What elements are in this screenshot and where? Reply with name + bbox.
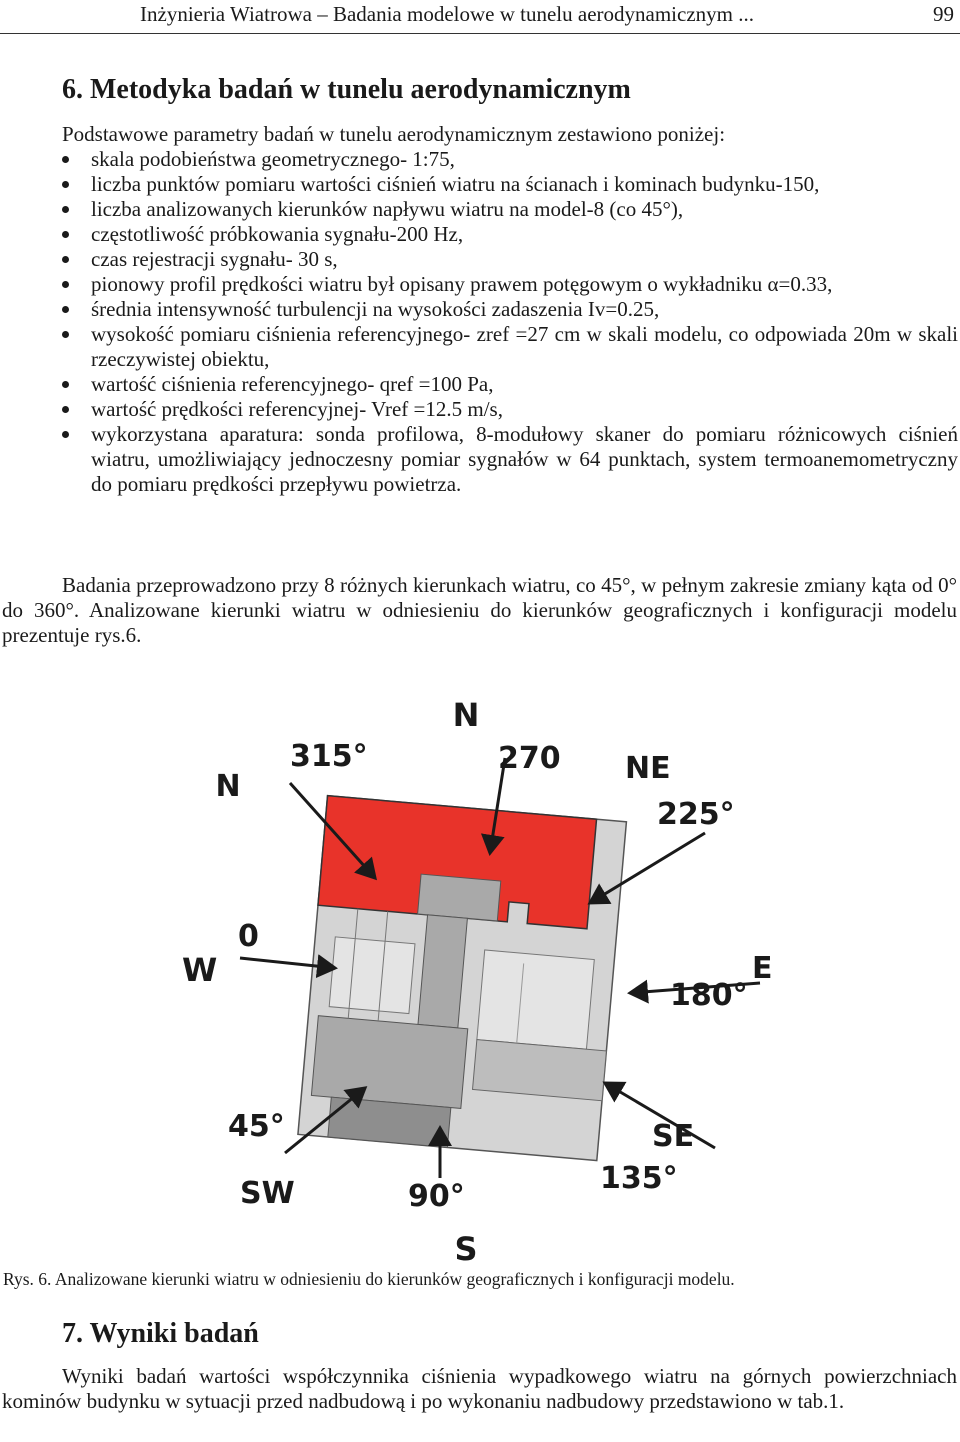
section-heading: 6. Metodyka badań w tunelu aerodynamicznym [62,74,631,105]
bullet-icon [62,306,69,313]
label-n: N [452,696,480,734]
angle-45: 45° [228,1109,285,1144]
list-item: skala podobieństwa geometrycznego- 1:75, [0,147,958,172]
list-item: średnia intensywność turbulencji na wysokości zadaszenia Iv=0.25, [0,297,958,322]
list-item: częstotliwość próbkowania sygnału-200 Hz, [0,222,958,247]
wind-direction-figure [160,688,800,1268]
list-item: wartość prędkości referencyjnej- Vref =12.5 m/s, [0,397,958,422]
label-s: S [454,1230,478,1268]
running-header [0,0,960,34]
list-item: wykorzystana aparatura: sonda profilowa, 8-modułowy skaner do pomiaru różnicowych ciśnień wiatru, umożliwiający jednoczesny pomiar sygnałów w 64 punktach, system termoanemometryczny do pomiaru prędkości przepływu powietrza. [0,422,958,497]
annex [473,1040,607,1101]
intro-text: Podstawowe parametry badań w tunelu aerodynamicznym zestawiono poniżej: [62,122,726,146]
label-se: SE [652,1119,695,1154]
label-ne: NE [625,751,671,786]
angle-90: 90° [408,1179,465,1214]
south-wing [311,1016,467,1109]
list-item: liczba analizowanych kierunków napływu wiatru na model-8 (co 45°), [0,197,958,222]
angle-315: 315° [290,739,368,774]
bullet-icon [62,431,69,438]
roof-block [418,874,501,921]
bullet-icon [62,281,69,288]
bullet-icon [62,381,69,388]
bullet-icon [62,156,69,163]
parameter-list [0,147,958,497]
running-title: Inżynieria Wiatrowa – Badania modelowe w tunelu aerodynamicznym ... [140,2,754,26]
building-model [298,796,626,1161]
list-item: pionowy profil prędkości wiatru był opisany prawem potęgowym o wykładniku α=0.33, [0,272,958,297]
figure-caption: Rys. 6. Analizowane kierunki wiatru w odniesieniu do kierunków geograficznych i konfiguracji modelu. [3,1269,735,1289]
bullet-icon [62,206,69,213]
list-item: wysokość pomiaru ciśnienia referencyjnego- zref =27 cm w skali modelu, co odpowiada 20m w skali rzeczywistej obiektu, [0,322,958,372]
angle-180: 180° [670,978,748,1013]
body-paragraph: Wyniki badań wartości współczynnika ciśnienia wypadkowego wiatru na górnych powierzchniach kominów budynku w sytuacji przed nadbudową i po wykonaniu nadbudowy przedstawiono w tab.1. [2,1364,957,1413]
angle-270: 270 [498,741,561,776]
list-item: liczba punktów pomiaru wartości ciśnień wiatru na ścianach i kominach budynku-150, [0,172,958,197]
bullet-icon [62,231,69,238]
angle-0: 0 [238,919,259,954]
label-w: W [182,951,218,989]
east-wing [477,950,594,1049]
bullet-icon [62,256,69,263]
label-sw: SW [240,1176,295,1211]
figure-svg [160,688,800,1268]
list-item: czas rejestracji sygnału- 30 s, [0,247,958,272]
label-n-model: N [215,769,241,804]
bullet-icon [62,406,69,413]
angle-225: 225° [657,797,735,832]
bullet-icon [62,331,69,338]
label-e: E [752,951,773,986]
list-item: wartość ciśnienia referencyjnego- qref =100 Pa, [0,372,958,397]
section-heading: 7. Wyniki badań [62,1318,259,1349]
body-paragraph: Badania przeprowadzono przy 8 różnych kierunkach wiatru, co 45°, w pełnym zakresie zmiany kąta od 0° do 360°. Analizowane kierunki wiatru w odniesieniu do kierunków geograficznych i konfiguracji modelu prezentuje rys.6. [2,573,957,647]
bullet-icon [62,181,69,188]
light-wing [329,937,415,1014]
angle-135: 135° [600,1161,678,1196]
page-number: 99 [933,2,954,26]
